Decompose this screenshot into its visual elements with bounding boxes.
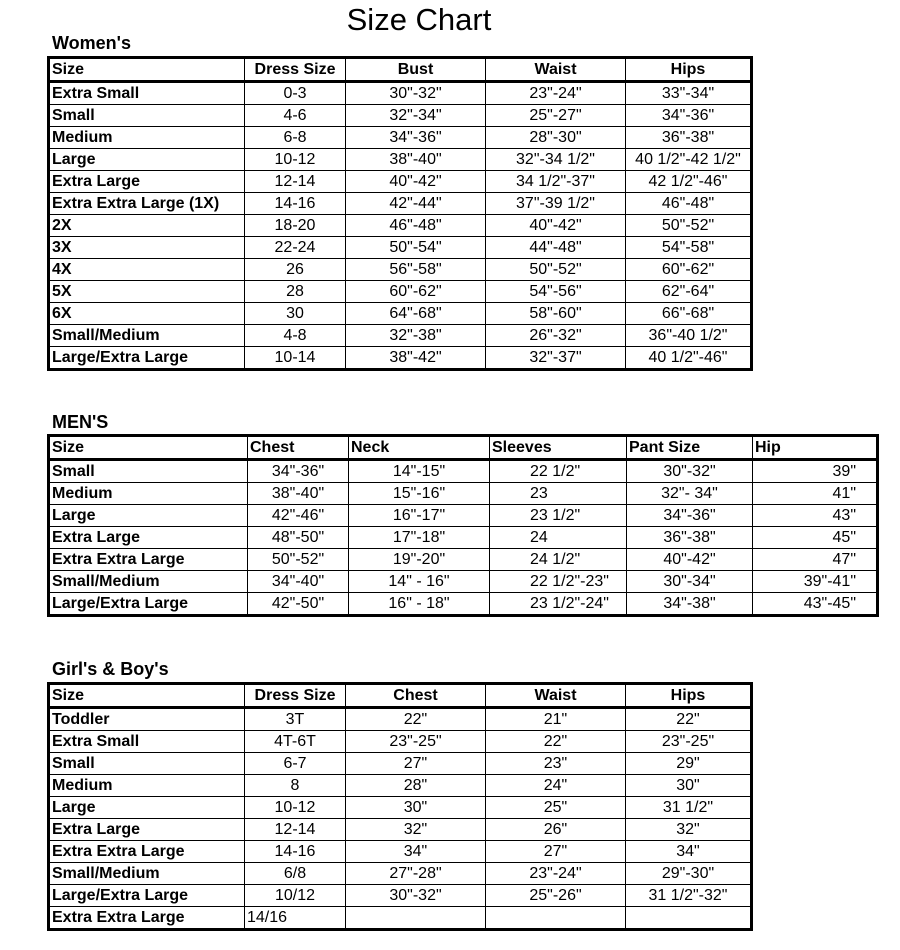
- kids-cell: 25": [486, 797, 626, 819]
- table-row: [49, 885, 752, 907]
- women-cell: 50"-52": [626, 215, 752, 237]
- women-cell: 66"-68": [626, 303, 752, 325]
- table-row: [49, 105, 752, 127]
- kids-cell: 6/8: [245, 863, 346, 885]
- kids-cell: 23": [486, 753, 626, 775]
- women-cell: 54"-56": [486, 281, 626, 303]
- women-cell: 14-16: [245, 193, 346, 215]
- women-cell: 40 1/2"-46": [626, 347, 752, 370]
- kids-column-header: Hips: [626, 684, 752, 708]
- women-cell: 50"-52": [486, 259, 626, 281]
- men-cell: 24 1/2": [490, 549, 627, 571]
- women-size-label: Small: [49, 105, 245, 127]
- table-row: [49, 303, 752, 325]
- men-cell: 14"-15": [349, 460, 490, 483]
- women-size-label: Extra Small: [49, 82, 245, 105]
- table-row: [49, 708, 752, 731]
- kids-cell: 25"-26": [486, 885, 626, 907]
- women-cell: 46"-48": [346, 215, 486, 237]
- women-column-header: Dress Size: [245, 58, 346, 82]
- women-section-title: Women's: [52, 33, 131, 53]
- women-cell: 38"-42": [346, 347, 486, 370]
- women-size-label: Large/Extra Large: [49, 347, 245, 370]
- men-cell: 19"-20": [349, 549, 490, 571]
- men-section-title: MEN'S: [52, 412, 109, 432]
- women-cell: 25"-27": [486, 105, 626, 127]
- table-row: [49, 237, 752, 259]
- men-cell: 48"-50": [248, 527, 349, 549]
- table-row: [49, 149, 752, 171]
- table-row: [49, 215, 752, 237]
- women-cell: 62"-64": [626, 281, 752, 303]
- women-cell: 42"-44": [346, 193, 486, 215]
- men-column-header: Chest: [248, 436, 349, 460]
- kids-cell: [486, 907, 626, 930]
- women-cell: 40"-42": [346, 171, 486, 193]
- kids-cell: 10/12: [245, 885, 346, 907]
- kids-cell: 23"-24": [486, 863, 626, 885]
- men-size-table: [47, 434, 879, 617]
- men-cell: 34"-36": [627, 505, 753, 527]
- men-cell: 16"-17": [349, 505, 490, 527]
- women-cell: 34"-36": [346, 127, 486, 149]
- kids-cell: 23"-25": [346, 731, 486, 753]
- men-size-label: Extra Extra Large: [49, 549, 248, 571]
- women-cell: 50"-54": [346, 237, 486, 259]
- women-cell: 33"-34": [626, 82, 752, 105]
- table-row: [49, 863, 752, 885]
- men-cell: 30"-34": [627, 571, 753, 593]
- table-row: [49, 841, 752, 863]
- table-row: [49, 775, 752, 797]
- kids-size-label: Toddler: [49, 708, 245, 731]
- men-cell: 24: [490, 527, 627, 549]
- women-cell: 38"-40": [346, 149, 486, 171]
- kids-section-title: Girl's & Boy's: [52, 659, 169, 679]
- table-row: [49, 505, 878, 527]
- women-cell: 28: [245, 281, 346, 303]
- men-cell: 40"-42": [627, 549, 753, 571]
- men-cell: 16" - 18": [349, 593, 490, 616]
- kids-cell: 29"-30": [626, 863, 752, 885]
- kids-cell: 31 1/2"-32": [626, 885, 752, 907]
- women-column-header: Size: [49, 58, 245, 82]
- men-cell: 23 1/2"-24": [490, 593, 627, 616]
- table-row: [49, 753, 752, 775]
- kids-cell: 30"-32": [346, 885, 486, 907]
- kids-cell: 32": [346, 819, 486, 841]
- men-cell: 47": [753, 549, 878, 571]
- women-cell: 34"-36": [626, 105, 752, 127]
- kids-size-label: Large/Extra Large: [49, 885, 245, 907]
- kids-size-label: Extra Small: [49, 731, 245, 753]
- men-column-header: Neck: [349, 436, 490, 460]
- men-size-label: Large: [49, 505, 248, 527]
- women-cell: 37"-39 1/2": [486, 193, 626, 215]
- women-cell: 4-8: [245, 325, 346, 347]
- kids-cell: 10-12: [245, 797, 346, 819]
- kids-size-label: Small/Medium: [49, 863, 245, 885]
- men-cell: 34"-38": [627, 593, 753, 616]
- kids-size-label: Extra Extra Large: [49, 907, 245, 930]
- women-cell: 32"-38": [346, 325, 486, 347]
- kids-cell: 12-14: [245, 819, 346, 841]
- kids-column-header: Dress Size: [245, 684, 346, 708]
- men-column-header: Pant Size: [627, 436, 753, 460]
- women-cell: 32"-34": [346, 105, 486, 127]
- kids-cell: 6-7: [245, 753, 346, 775]
- women-cell: 32"-34 1/2": [486, 149, 626, 171]
- women-size-label: 5X: [49, 281, 245, 303]
- women-cell: 6-8: [245, 127, 346, 149]
- women-cell: 28"-30": [486, 127, 626, 149]
- table-row: [49, 281, 752, 303]
- men-cell: 39"-41": [753, 571, 878, 593]
- table-row: [49, 571, 878, 593]
- kids-cell: 27": [346, 753, 486, 775]
- women-size-label: Large: [49, 149, 245, 171]
- kids-cell: 34": [626, 841, 752, 863]
- table-row: [49, 527, 878, 549]
- kids-cell: 29": [626, 753, 752, 775]
- women-cell: 34 1/2"-37": [486, 171, 626, 193]
- women-size-label: 6X: [49, 303, 245, 325]
- men-size-label: Extra Large: [49, 527, 248, 549]
- kids-cell: 21": [486, 708, 626, 731]
- men-cell: 38"-40": [248, 483, 349, 505]
- table-row: [49, 82, 752, 105]
- kids-cell: 14-16: [245, 841, 346, 863]
- kids-cell: 27"-28": [346, 863, 486, 885]
- men-cell: 34"-36": [248, 460, 349, 483]
- women-cell: 64"-68": [346, 303, 486, 325]
- kids-cell: 30": [626, 775, 752, 797]
- men-cell: 15"-16": [349, 483, 490, 505]
- kids-cell: 31 1/2": [626, 797, 752, 819]
- kids-cell: 8: [245, 775, 346, 797]
- men-size-label: Small/Medium: [49, 571, 248, 593]
- women-cell: 56"-58": [346, 259, 486, 281]
- kids-cell: 26": [486, 819, 626, 841]
- kids-cell: 28": [346, 775, 486, 797]
- women-cell: 44"-48": [486, 237, 626, 259]
- kids-cell: [346, 907, 486, 930]
- table-row: [49, 819, 752, 841]
- women-cell: 30: [245, 303, 346, 325]
- women-size-table: [47, 56, 753, 371]
- women-header-row: [49, 58, 752, 82]
- women-cell: 10-14: [245, 347, 346, 370]
- women-cell: 60"-62": [346, 281, 486, 303]
- women-cell: 46"-48": [626, 193, 752, 215]
- kids-size-label: Extra Extra Large: [49, 841, 245, 863]
- table-row: [49, 193, 752, 215]
- kids-size-label: Medium: [49, 775, 245, 797]
- table-row: [49, 347, 752, 370]
- table-row: [49, 171, 752, 193]
- kids-cell: 22": [486, 731, 626, 753]
- women-cell: 23"-24": [486, 82, 626, 105]
- men-cell: 32"- 34": [627, 483, 753, 505]
- women-size-label: Medium: [49, 127, 245, 149]
- women-cell: 0-3: [245, 82, 346, 105]
- kids-column-header: Size: [49, 684, 245, 708]
- kids-cell: 22": [346, 708, 486, 731]
- kids-size-table: [47, 682, 753, 931]
- women-column-header: Waist: [486, 58, 626, 82]
- table-row: [49, 460, 878, 483]
- table-row: [49, 127, 752, 149]
- kids-cell: 32": [626, 819, 752, 841]
- kids-cell: 14/16: [245, 907, 346, 930]
- page-title: Size Chart: [346, 2, 492, 37]
- table-row: [49, 325, 752, 347]
- men-cell: 45": [753, 527, 878, 549]
- men-cell: 34"-40": [248, 571, 349, 593]
- women-cell: 40 1/2"-42 1/2": [626, 149, 752, 171]
- women-cell: 60"-62": [626, 259, 752, 281]
- men-cell: 50"-52": [248, 549, 349, 571]
- men-cell: 39": [753, 460, 878, 483]
- kids-cell: 34": [346, 841, 486, 863]
- table-row: [49, 259, 752, 281]
- men-cell: 30"-32": [627, 460, 753, 483]
- women-size-label: Extra Large: [49, 171, 245, 193]
- kids-cell: 3T: [245, 708, 346, 731]
- kids-header-row: [49, 684, 752, 708]
- table-row: [49, 797, 752, 819]
- kids-cell: 4T-6T: [245, 731, 346, 753]
- men-cell: 23 1/2": [490, 505, 627, 527]
- men-size-label: Medium: [49, 483, 248, 505]
- women-cell: 4-6: [245, 105, 346, 127]
- women-size-label: 3X: [49, 237, 245, 259]
- women-size-label: 4X: [49, 259, 245, 281]
- table-row: [49, 593, 878, 616]
- men-cell: 22 1/2": [490, 460, 627, 483]
- kids-cell: 23"-25": [626, 731, 752, 753]
- men-cell: 14" - 16": [349, 571, 490, 593]
- women-cell: 26"-32": [486, 325, 626, 347]
- men-cell: 42"-50": [248, 593, 349, 616]
- women-column-header: Hips: [626, 58, 752, 82]
- women-cell: 36"-38": [626, 127, 752, 149]
- table-row: [49, 731, 752, 753]
- men-cell: 43": [753, 505, 878, 527]
- women-cell: 32"-37": [486, 347, 626, 370]
- women-cell: 12-14: [245, 171, 346, 193]
- women-cell: 42 1/2"-46": [626, 171, 752, 193]
- men-cell: 41": [753, 483, 878, 505]
- kids-cell: 30": [346, 797, 486, 819]
- men-size-label: Large/Extra Large: [49, 593, 248, 616]
- kids-cell: [626, 907, 752, 930]
- men-cell: 42"-46": [248, 505, 349, 527]
- women-cell: 54"-58": [626, 237, 752, 259]
- table-row: [49, 483, 878, 505]
- women-column-header: Bust: [346, 58, 486, 82]
- men-cell: 23: [490, 483, 627, 505]
- men-header-row: [49, 436, 878, 460]
- women-cell: 58"-60": [486, 303, 626, 325]
- women-cell: 10-12: [245, 149, 346, 171]
- kids-cell: 22": [626, 708, 752, 731]
- women-cell: 30"-32": [346, 82, 486, 105]
- women-cell: 18-20: [245, 215, 346, 237]
- women-cell: 22-24: [245, 237, 346, 259]
- women-cell: 36"-40 1/2": [626, 325, 752, 347]
- table-row: [49, 907, 752, 930]
- men-cell: 36"-38": [627, 527, 753, 549]
- kids-cell: 24": [486, 775, 626, 797]
- men-column-header: Sleeves: [490, 436, 627, 460]
- kids-cell: 27": [486, 841, 626, 863]
- women-size-label: Small/Medium: [49, 325, 245, 347]
- women-cell: 40"-42": [486, 215, 626, 237]
- men-column-header: Hip: [753, 436, 878, 460]
- kids-size-label: Extra Large: [49, 819, 245, 841]
- women-size-label: 2X: [49, 215, 245, 237]
- kids-column-header: Chest: [346, 684, 486, 708]
- men-column-header: Size: [49, 436, 248, 460]
- table-row: [49, 549, 878, 571]
- kids-size-label: Large: [49, 797, 245, 819]
- kids-column-header: Waist: [486, 684, 626, 708]
- men-size-label: Small: [49, 460, 248, 483]
- kids-size-label: Small: [49, 753, 245, 775]
- women-size-label: Extra Extra Large (1X): [49, 193, 245, 215]
- men-cell: 22 1/2"-23": [490, 571, 627, 593]
- men-cell: 17"-18": [349, 527, 490, 549]
- women-cell: 26: [245, 259, 346, 281]
- men-cell: 43"-45": [753, 593, 878, 616]
